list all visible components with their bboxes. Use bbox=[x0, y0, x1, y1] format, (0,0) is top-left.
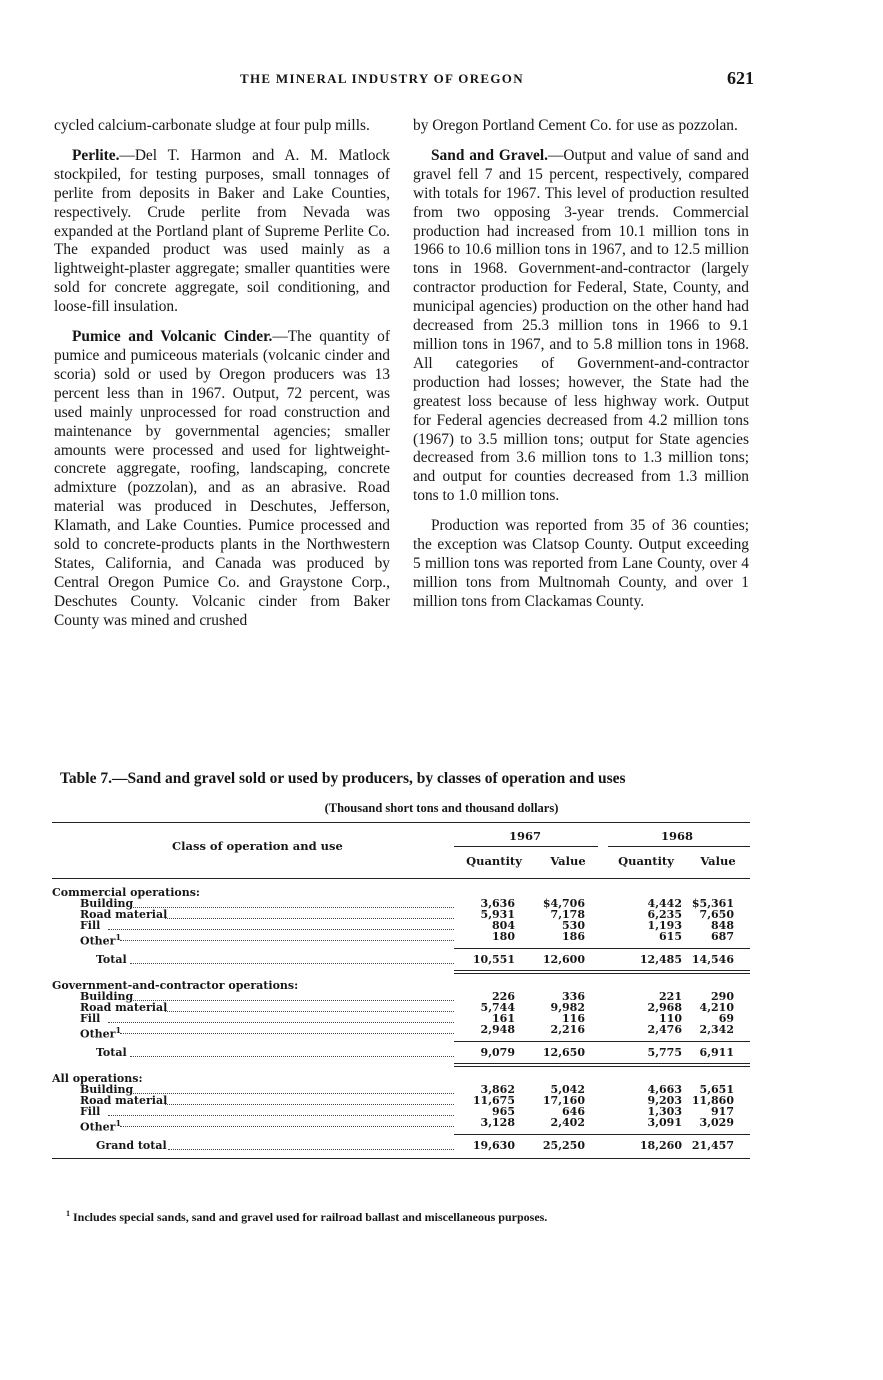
dot-leader bbox=[120, 931, 454, 941]
year-1968-rule bbox=[608, 846, 750, 847]
value-1968-cell: 2,342 bbox=[699, 1023, 734, 1036]
dot-leader bbox=[133, 898, 454, 908]
dot-leader bbox=[165, 1002, 454, 1012]
value-1967-cell: 530 bbox=[562, 919, 585, 932]
total-label: Total bbox=[96, 1046, 127, 1059]
value-1967-cell: $4,706 bbox=[542, 897, 585, 910]
dot-leader bbox=[165, 909, 454, 919]
value-1967-cell: 17,160 bbox=[542, 1094, 585, 1107]
group-heading: Commercial operations: bbox=[52, 886, 200, 899]
quantity-1967-cell: 226 bbox=[492, 990, 515, 1003]
value-1968-cell: 290 bbox=[711, 990, 734, 1003]
value-1967-cell: 336 bbox=[562, 990, 585, 1003]
value-1968-cell: 687 bbox=[711, 930, 734, 943]
dot-leader bbox=[130, 1047, 454, 1057]
paragraph-body: —The quantity of pumice and pumiceous materials (volcanic cinder and scoria) sold or used by Oregon producers was 13 percent less than in 1967. Output, 72 percent, was used mainly unprocessed for road construction and maintenance by governmental agencies; smaller amounts were processed and used for lightweight-concrete aggregate, roofing, landscaping, concrete admixture (pozzolan), and as an abrasive. Road material was produced in Deschutes, Jefferson, Klamath, and Lake Counties. Pumice processed and sold to concrete-products plants in the Northwestern States, California, and Canada was produced by Central Oregon Pumice Co. and Graystone Corp., Deschutes County. Volcanic cinder from Baker County was mined and crushed bbox=[54, 328, 390, 629]
double-rule-bottom bbox=[454, 1066, 750, 1067]
row-label bbox=[80, 1024, 121, 1041]
value-1968-total: 14,546 bbox=[691, 953, 734, 966]
run-in-heading: Pumice and Volcanic Cinder. bbox=[72, 328, 273, 346]
dot-leader bbox=[120, 1117, 454, 1127]
value-1967-cell: 7,178 bbox=[550, 908, 585, 921]
value-1968-total: 21,457 bbox=[691, 1139, 734, 1152]
footnote-marker: 1 bbox=[66, 1209, 70, 1218]
row-label-text: Fill bbox=[80, 1012, 101, 1025]
year-1967-header: 1967 bbox=[508, 829, 541, 843]
table-footnote bbox=[66, 1209, 547, 1225]
quantity-1968-total: 5,775 bbox=[647, 1046, 682, 1059]
quantity-1967-cell: 804 bbox=[492, 919, 515, 932]
quantity-1968-cell: 2,968 bbox=[647, 1001, 682, 1014]
value-1968-cell: 7,650 bbox=[699, 908, 734, 921]
value-1967-cell: 116 bbox=[562, 1012, 585, 1025]
value-1968-total: 6,911 bbox=[699, 1046, 734, 1059]
quantity-1967-cell: 5,931 bbox=[480, 908, 515, 921]
dot-leader bbox=[168, 1140, 454, 1150]
quantity-1968-cell: 615 bbox=[659, 930, 682, 943]
paragraph-continuation: by Oregon Portland Cement Co. for use as pozzolan. bbox=[413, 117, 738, 134]
value-1968-cell: 69 bbox=[718, 1012, 734, 1025]
value-1968-cell: 848 bbox=[711, 919, 734, 932]
quantity-1968-cell: 2,476 bbox=[647, 1023, 682, 1036]
paragraph-perlite bbox=[54, 147, 390, 317]
value-1967-cell: 5,042 bbox=[550, 1083, 585, 1096]
run-in-heading: Perlite. bbox=[72, 146, 120, 164]
quantity-1967-total: 9,079 bbox=[480, 1046, 515, 1059]
row-label-text: Road material bbox=[80, 908, 168, 921]
dot-leader bbox=[165, 1095, 454, 1105]
double-rule-top bbox=[454, 970, 750, 971]
paragraph-pumice bbox=[54, 328, 390, 631]
quantity-1967-cell: 3,128 bbox=[480, 1116, 515, 1129]
dot-leader bbox=[120, 1024, 454, 1034]
class-column-header: Class of operation and use bbox=[172, 839, 343, 853]
group-heading: All operations: bbox=[52, 1072, 143, 1085]
quantity-1967-cell: 2,948 bbox=[480, 1023, 515, 1036]
total-row bbox=[52, 954, 750, 966]
paragraph-body: —Output and value of sand and gravel fell 7 and 15 percent, respectively, compared with totals for 1967. This level of production resulted from two opposing 3-year trends. Commercial production had increased from 10.1 million tons in 1966 to 10.6 million tons in 1967, and to 12.5 million tons in 1968. Government-and-contractor (largely contractor production for Federal, State, County, and municipal agencies) production on the other hand had decreased from 25.3 million tons in 1966 to 9.1 million tons in 1967, and to 5.8 million tons in 1968. All categories of Government-and-contractor production had losses; however, the State had the greatest loss because of less highway work. Output for Federal agencies decreased from 4.2 million tons (1967) to 3.5 million tons; output for State agencies decreased from 3.6 million tons to 1.3 million tons; and output for counties decreased from 1.3 million tons to 1.0 million tons. bbox=[413, 146, 749, 505]
row-label-text: Building bbox=[80, 1083, 134, 1096]
table-row bbox=[52, 1023, 750, 1041]
value-1968-cell: 3,029 bbox=[699, 1116, 734, 1129]
value-1967-total: 12,600 bbox=[542, 953, 585, 966]
row-label-text: Other bbox=[80, 1120, 116, 1134]
value-1968-header: Value bbox=[700, 854, 736, 868]
value-1968-cell: 917 bbox=[711, 1105, 734, 1118]
group-heading: Government-and-contractor operations: bbox=[52, 979, 299, 992]
value-1968-cell: 11,860 bbox=[691, 1094, 734, 1107]
row-label-text: Other bbox=[80, 1027, 116, 1041]
row-label-text: Road material bbox=[80, 1094, 168, 1107]
row-label-text: Fill bbox=[80, 1105, 101, 1118]
quantity-1967-header: Quantity bbox=[466, 854, 522, 868]
quantity-1967-cell: 3,636 bbox=[480, 897, 515, 910]
double-rule-top bbox=[454, 1063, 750, 1064]
dot-leader bbox=[133, 1084, 454, 1094]
dot-leader bbox=[130, 954, 454, 964]
year-1968-header: 1968 bbox=[660, 829, 693, 843]
double-rule-bottom bbox=[454, 973, 750, 974]
quantity-1968-total: 12,485 bbox=[639, 953, 682, 966]
quantity-1967-cell: 3,862 bbox=[480, 1083, 515, 1096]
row-label bbox=[80, 931, 121, 948]
quantity-1967-cell: 11,675 bbox=[472, 1094, 515, 1107]
value-1968-cell: $5,361 bbox=[691, 897, 734, 910]
quantity-1968-cell: 4,663 bbox=[647, 1083, 682, 1096]
right-column bbox=[413, 117, 749, 623]
table-subtitle: (Thousand short tons and thousand dollars) bbox=[324, 801, 559, 815]
quantity-1968-cell: 4,442 bbox=[647, 897, 682, 910]
table-row bbox=[52, 930, 750, 948]
total-label: Grand total bbox=[96, 1139, 167, 1152]
quantity-1967-cell: 965 bbox=[492, 1105, 515, 1118]
subtotal-rule bbox=[454, 1134, 750, 1135]
quantity-1967-total: 19,630 bbox=[472, 1139, 515, 1152]
value-1967-cell: 2,216 bbox=[550, 1023, 585, 1036]
quantity-1968-cell: 110 bbox=[659, 1012, 682, 1025]
row-label-text: Building bbox=[80, 897, 134, 910]
quantity-1968-cell: 1,303 bbox=[647, 1105, 682, 1118]
dot-leader bbox=[108, 920, 454, 930]
quantity-1967-cell: 5,744 bbox=[480, 1001, 515, 1014]
paragraph-production: Production was reported from 35 of 36 counties; the exception was Clatsop County. Output exceeding 5 million tons was reported from Lane County, over 4 million tons from Multnomah County, and over 1 million tons from Clackamas County. bbox=[413, 517, 749, 610]
table-bottom-rule bbox=[52, 1158, 750, 1159]
subtotal-rule bbox=[454, 1041, 750, 1042]
page-number: 621 bbox=[727, 68, 754, 88]
value-1967-cell: 186 bbox=[562, 930, 585, 943]
row-label-text: Building bbox=[80, 990, 134, 1003]
value-1968-cell: 5,651 bbox=[699, 1083, 734, 1096]
table-top-rule bbox=[52, 822, 750, 823]
row-label bbox=[80, 1117, 121, 1134]
paragraph-body: —Del T. Harmon and A. M. Matlock stockpiled, for testing purposes, small tonnages of perlite from deposits in Baker and Lake Counties, respectively. Crude perlite from Nevada was expanded at the Portland plant of Supreme Perlite Co. The expanded product was used mainly as a lightweight-plaster aggregate; smaller quantities were sold for concrete aggregate, soil conditioning, and loose-fill insulation. bbox=[54, 146, 390, 316]
row-label-text: Road material bbox=[80, 1001, 168, 1014]
row-label-text: Fill bbox=[80, 919, 101, 932]
run-in-heading: Sand and Gravel. bbox=[431, 146, 548, 164]
value-1967-cell: 2,402 bbox=[550, 1116, 585, 1129]
quantity-1968-cell: 9,203 bbox=[647, 1094, 682, 1107]
total-row bbox=[52, 1047, 750, 1059]
value-1967-cell: 646 bbox=[562, 1105, 585, 1118]
quantity-1968-cell: 3,091 bbox=[647, 1116, 682, 1129]
quantity-1968-cell: 1,193 bbox=[647, 919, 682, 932]
subtotal-rule bbox=[454, 948, 750, 949]
footnote-ref: 1 bbox=[115, 932, 122, 942]
dot-leader bbox=[108, 1013, 454, 1023]
year-1967-rule bbox=[454, 846, 598, 847]
value-1968-cell: 4,210 bbox=[699, 1001, 734, 1014]
footnote-ref: 1 bbox=[115, 1025, 122, 1035]
total-row bbox=[52, 1140, 750, 1152]
quantity-1968-cell: 6,235 bbox=[647, 908, 682, 921]
table-title: Table 7.—Sand and gravel sold or used by producers, by classes of operation and uses bbox=[60, 770, 626, 787]
quantity-1967-cell: 161 bbox=[492, 1012, 515, 1025]
value-1967-total: 25,250 bbox=[542, 1139, 585, 1152]
paragraph-sand-gravel bbox=[413, 147, 749, 506]
quantity-1968-total: 18,260 bbox=[639, 1139, 682, 1152]
dot-leader bbox=[133, 991, 454, 1001]
value-1967-header: Value bbox=[550, 854, 586, 868]
quantity-1968-header: Quantity bbox=[618, 854, 674, 868]
footnote-text: Includes special sands, sand and gravel used for railroad ballast and miscellaneous purposes. bbox=[73, 1210, 548, 1224]
row-label-text: Other bbox=[80, 934, 116, 948]
running-head: THE MINERAL INDUSTRY OF OREGON bbox=[240, 71, 524, 86]
paragraph-continuation: cycled calcium-carbonate sludge at four pulp mills. bbox=[54, 117, 370, 134]
page-header bbox=[54, 68, 754, 92]
total-label: Total bbox=[96, 953, 127, 966]
dot-leader bbox=[108, 1106, 454, 1116]
value-1967-cell: 9,982 bbox=[550, 1001, 585, 1014]
quantity-1968-cell: 221 bbox=[659, 990, 682, 1003]
header-bottom-rule bbox=[52, 878, 750, 879]
quantity-1967-cell: 180 bbox=[492, 930, 515, 943]
left-column bbox=[54, 117, 390, 642]
quantity-1967-total: 10,551 bbox=[472, 953, 515, 966]
table-row bbox=[52, 1116, 750, 1134]
footnote-ref: 1 bbox=[115, 1118, 122, 1128]
value-1967-total: 12,650 bbox=[542, 1046, 585, 1059]
